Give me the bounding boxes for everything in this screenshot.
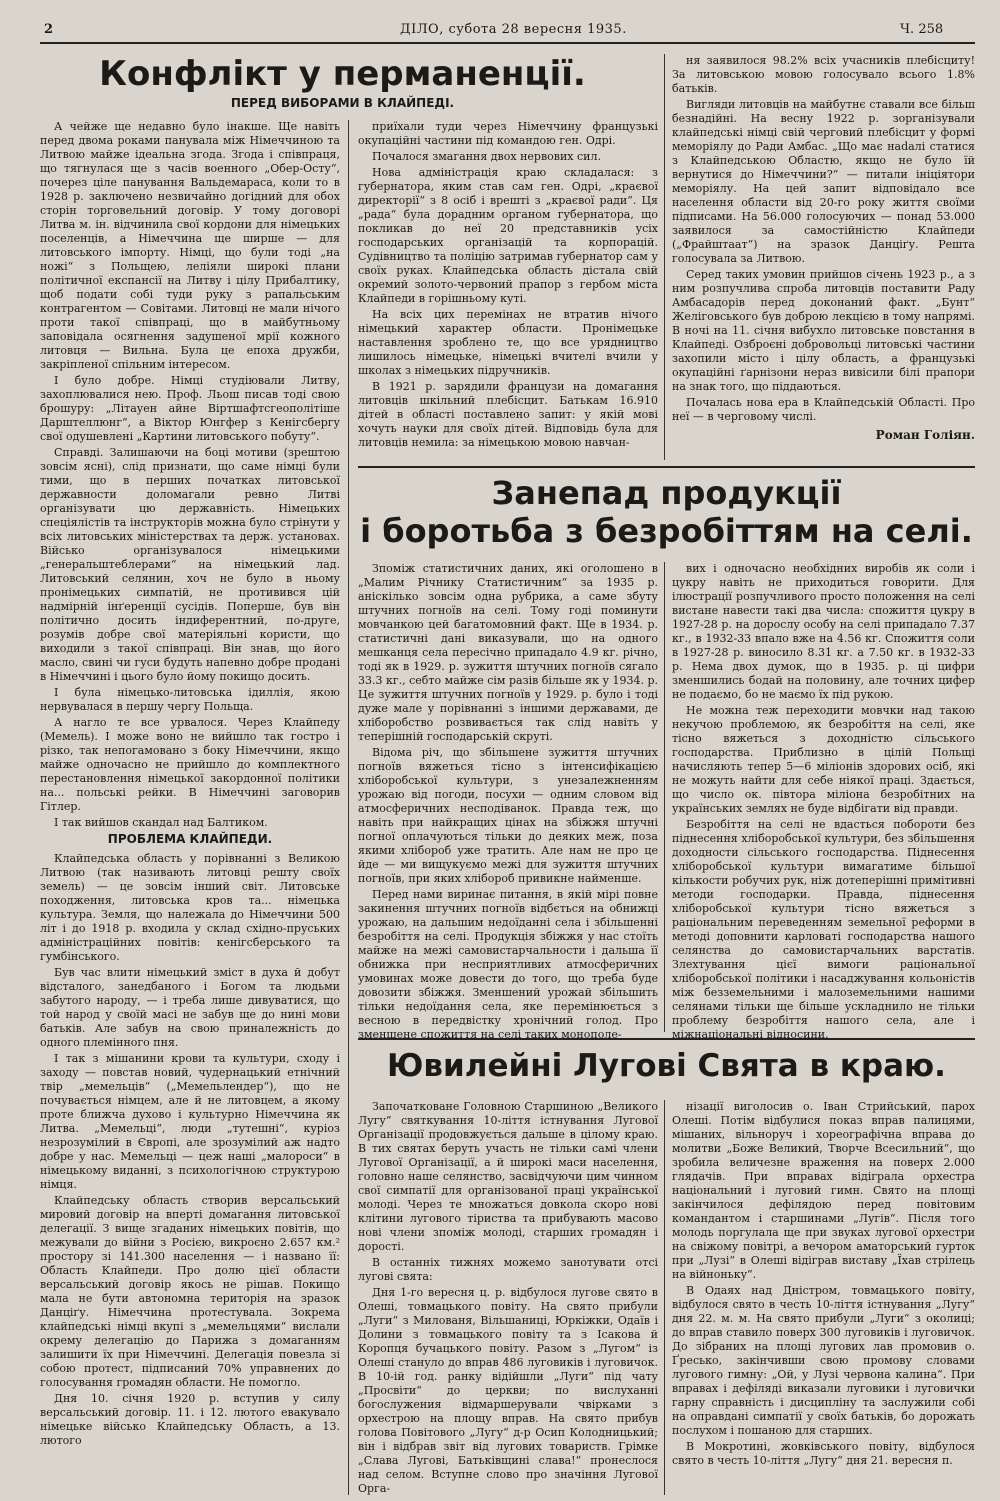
paragraph: А чейже ще недавно було інакше. Ще навіть перед двома роками панувала між Німеччиною та Литвою майже ідеальна згода. Згода і співпраця, що тягнулася ще з часів военного „Обер-Осту“, почерез ціле панування Вальдемараса, коли то в 1928 р. заключено незвичайно догідний для обох сторін торговельний договір. У тому договорі Литва м. ін. відчинила свої кордони для німецьких поселенців, а Німеччина ще ширше — для литовського імпорту. Німці, що були тоді „на ножі“ з Польщею, леліяли широкі плани політичної експансії на Литву і цілу Прибалтику, щоб подати собі туди руку з рапальським контрагентом — Совітами. Литовці не мали нічого проти такої співпраці, що в майбутньому заповідала осягнення задушеної мрії кожного литовця — Вильна. Була це епоха дружби, закріпленої спільним інтересом. [40,120,340,371]
page-number: 2 [44,22,54,37]
paragraph: В Одаях над Дністром, товмацького повіту, відбулося свято в честь 10-ліття істнування „Лугу“ дня 22. м. м. На свято прибули „Луги“ з околиці; до вправ ставило поверх 300 луговиків і луговичок. До зібраних на площі лугових лав промовив о. Ґресько, закінчивши свою промову словами лугового гимну: „Ой, у Лузі червона калина“. При вправах і дефіляді виказали луговики і луговички гарну справність і дисципліну та заслужили собі на оправдані симпатії у своїх батьків, бо дорожать послухом і пошаною для старших. [672,1284,975,1437]
paragraph: Вигляди литовців на майбутнє ставали все більш безнадійні. На весну 1922 р. зорганізували клайпедські німці свій черговий плебісцит у формі меморіялу до Ради Амбас. „Що має наdалі статися з Клайпедською Областю, якщо не було їй вернутися до Німеччини?“ — питали ініціятори меморіялу. На цей запит відповідало все населення области від 20-го року життя своїми підписами. На 56.000 голосуючих — понад 53.000 заявилося за самостійністю Клайпеди („Фрайштаат“) на зразок Данціґу. Решта голосувала за Литвою. [672,98,975,265]
article2-title-box [358,474,975,554]
paragraph: Започатковане Головною Старшиною „Великого Лугу“ святкування 10-ліття істнування Лугової Організації продовжується дальше в цілому краю. В тих святах беруть участь не тільки самі члени Лугової Організації, а й широкі маси населення, головно наше селянство, засвідчуючи цим чинном свої симпатії для організованої праці української молоді. Через те множаться довкола скоро нові клітини лугового тіриства та прибувають масово нові члени зпоміж молоді, старших громадян і дорості. [358,1100,658,1253]
paragraph: Перед нами виринає питання, в якій мірі повне закинення штучних погноїв відбється на обнижці урожаю, на дальшим недоїданні села і збільшенні безробіття на селі. Продукція збіжжя у нас стоїть майже на межі самовистарчальности і дальша її обнижка при несприятливих атмосферичних умовинах може довести до того, що треба буде довозити збіжжя. Зменшений урожай збільшить тільки недоїдання села, яке перемінюється з весною в передвістку хронічний голод. Про зменшене спожиття на селі таких монополе- [358,888,658,1041]
article1-col1 [40,120,340,1495]
article3-title: Ювилейні Лугові Свята в краю. [387,1048,946,1084]
paragraph: І була німецько-литовська ідиллія, якою нервувалася в першу чергу Польща. [40,686,340,713]
article1-section-heading: ПРОБЛЕМА КЛАЙПЕДИ. [107,832,273,846]
paragraph: Клайпедська область у порівнанні з Великою Литвою (так називають литовці решту своїх земель) — це зовсім інший світ. Литовське походження, литовська кров та... німецька культура. Земля, що належала до Німеччини 500 літ і до 1918 р. входила у склад східно-пруських адміністраційних повітів: кенігсберського та гумбінського. [40,852,340,963]
paragraph: Почалося змагання двох нервових сил. [372,150,601,163]
paragraph: Справді. Залишаючи на боці мотиви (зрештою зовсім ясні), слід признати, що саме німці були тими, що в перших початках литовської державности доломагали ревно Литві організувати цю державність. Німецьких спеціялістів та інструкторів можна було стрінути у всіх литовських міністерствах та держ. установах. Військо організувалося німецькими „генеральштеблерами“ на німецький лад. Литовський селянин, хоч не було в ньому пронімецьких симпатій, не противився цій надмірній інґеренції сусідів. Поперше, був він політично досить індиферентний, по-друге, розумів добре свої матеріяльні користи, що виходили з такої співпраці. Він знав, що його масло, свині чи гуси будуть напевно добре продані в Німеччині і цього було йому покищо досить. [40,446,340,683]
paragraph: Нова адміністрація краю складалася: з губернатора, яким став сам ген. Одрі, „краєвої директорії“ з 8 осіб і врешті з „краєвої ради“. Ця „рада“ була дорадним органом губернатора, що покликав до неї 20 представників усіх господарських організацій та корпорацій. Судівництво та поліцію затримав губернатор сам у своїх руках. Клайпедська область дістала свій окремий золото-червоний прапор з гербом міста Клайпеди в горішньому куті. [358,166,658,305]
section-rule [358,1038,975,1040]
issue-number: Ч. 258 [900,22,944,37]
article3-title-box [358,1044,975,1094]
paragraph: Клайпедську область створив версальський мировий договір на вперті домагання литовської делегації. З вище згаданих німецьких повітів, що межували до війни з Росією, викроєно 2.657 км.² простору зі 141.300 населення — і названо її: Область Клайпеди. Про долю цієї области версальський договір якось не рішав. Покищо мала не бути автономна територія на зразок Данціґу. Німеччина протестувала. Зокрема клайпедські німці вкупі з „мемельцями“ вислали окрему делегацію до Парижа з домаганням залишити їх при Німеччині. Делегація повезла зі собою протест, підписаний 70% управнених до голосування громадян области. Не помогло. [40,1194,340,1389]
masthead-date: ДІЛО, субота 28 вересня 1935. [400,22,627,37]
article1-signature: Роман Голіян. [875,428,975,442]
paragraph: Почалась нова ера в Клайпедській Області. Про неї — в черговому числі. [672,396,975,423]
article1-col3 [672,54,975,460]
article1-title: Конфлікт у перманенції. [99,54,586,94]
paragraph: І було добре. Німці студіювали Литву, захоплювалися нею. Проф. Льош писав тоді свою брошуру: „Літауен айне Віртшафтсгеополітіше Дарштеллюнг“, а Віктор Юнгфер з Кенігсбергу свої одушевлені „Картини литовського побуту“. [40,374,340,443]
paragraph: Не можна теж переходити мовчки над такою некучою проблемою, як безробіття на селі, яке тісно вяжеться з доходністю сільського господарства. Приблизно в цілій Польщі начисляють тепер 5—6 міліонів здорових осіб, які не можуть найти для себе ніякої праці. Здається, що число ок. півтора міліона безробітних на українських землях не буде відбігати від правди. [672,704,975,815]
paragraph: В останніх тижнях можемо занотувати отсі лугові свята: [358,1256,658,1283]
paragraph: приїхали туди через Німеччину французькі окупаційні частини під командою ген. Одрі. [358,120,658,147]
header-rule [40,42,975,44]
column-divider [348,120,349,1495]
paragraph: Безробіття на селі не вдасться побороти без піднесення хліборобської культури, без збільшення доходности сільського господарства. Піднесення хліборобської культури вимагатиме більшої кількости робучих рук, ніж дотеперішні примітивні методи господарки. Правда, піднесення хліборобської культури тісно вяжеться з раціональним переведенням земельної реформи в методі доповнити карловаті господарства нашого селянства до самовистарчальних варстатів. Злехтування цієї вимоги раціональної хліборобської політики і насаджування кольоністів між безземельними і малоземельними нашими селянами тільки ще більше ускладнило не тільки проблему безробіття нашого села, але і міжнаціональні відносини. [672,818,975,1041]
article2-col2 [672,562,975,1041]
paragraph: В 1921 р. зарядили французи на домагання литовців шкільний плебісцит. Батькам 16.910 дітей в області поставлено запит: у якій мові хочуть науки для своїх дітей. Відповідь була для литовців немила: за німецькою мовою навчан- [358,380,658,449]
paragraph: В Мокротині, жовківського повіту, відбулося свято в честь 10-ліття „Лугу“ дня 21. вересня п. [672,1440,975,1467]
article2-title-line2: і боротьба з безробіттям на селі. [360,512,973,550]
article3-col1 [358,1100,658,1495]
paragraph: І так з мішанини крови та культури, сходу і заходу — повстав новий, чудернацький етнічний твір „мемельців“ („Мемельлендер“), що не почувається німцем, але й не литовцем, а якому проте ближча духово і культурно Німеччина як Литва. „Мемельці“, люди „тутешні“, куріоз незрозумілий в Європі, але зрозумілий аж надто добре у нас. Мемельці — цеж наші „малороси“ в німецькому виданні, з психологічною структурою німця. [40,1052,340,1191]
paragraph: Дня 1-го вересня ц. р. відбулося лугове свято в Олеші, товмацького повіту. На свято прибули „Луги“ з Милованя, Вільшаниці, Юркіжки, Одаїв і Долини з товмацького повіту та з Ісакова й Коропця бучацького повіту. Разом з „Лугом“ із Олеші стануло до вправ 486 луговиків і луговичок. В 10-ій год. ранку відійшли „Луги“ під чату „Просвіти“ до церкви; по вислуханні богослужения відмаршерували чвірками з орхестрою на площу вправ. На свято прибув голова Повітового „Лугу“ д-р Осип Колодницький; він і відбрав звіт від лугових товариств. Грімке „Слава Луговi, Батьківщині слава!“ пронеслося над селом. Вступне слово про значіння Лугової Орга- [358,1286,658,1495]
paragraph: Серед таких умовин прийшов січень 1923 р., а з ним розпучлива спроба литовців поставити Раду Амбасадорів перед доконаний факт. „Бунт“ Желіговського був доброю лекцією в тому напрямі. В ночі на 11. січня вибухло литовське повстання в Клайпеді. Озброєні добровольці литовські частини захопили місто і цілу область, а французькі окупаційні ґарнізони нераз вивісили білі прапори на знак того, що піддаються. [672,268,975,393]
article2-col1 [358,562,658,1041]
article1-subtitle: ПЕРЕД ВИБОРАМИ В КЛАЙПЕДІ. [230,96,455,110]
section-rule [358,466,975,468]
paragraph: вих і одночасно необхідних виробів як соли і цукру навіть не приходиться говорити. Для ілюстрації розпучливого просто положення на селі вистане навести такі два числа: спожиття цукру в 1927-28 р. на дорослу особу на селі припадало 7.37 кг., в 1932-33 впало вже на 4.56 кг. Спожиття соли в 1927-28 р. виносило 8.31 кг. а 7.50 кг. в 1932-33 р. Нема двох думок, що в 1935. р. ці цифри зменшились бодай на половину, але точних цифер не подаємо, бо не маємо їх під рукою. [672,562,975,701]
article3-col2 [672,1100,975,1495]
column-divider [664,562,665,1032]
paragraph: А нагло те все урвалося. Через Клайпеду (Мемель). І може воно не вийшло так гостро і різко, так непогамовано з боку Німеччини, якщо майже одночасно не прийшло до комплектного перестановлення німецької закордонної політики на... польські рейки. В Німеччині заговорив Гітлер. [40,716,340,813]
article1-title-box [40,54,645,110]
page-header [0,20,1000,42]
article2-title-line1: Занепад продукції [491,474,842,512]
column-divider [664,1100,665,1495]
paragraph: І так вийшов скандал над Балтиком. [54,816,268,829]
column-divider [664,54,665,460]
article1-col2 [358,120,658,460]
paragraph: Був час влити німецький зміст в духа й добут відсталого, занедбаного і Богом та людьми забутого народу, — і треба лише дивуватися, що той народ у своїй масі не забув ще до нині мови батьків. Але забув на свою приналежність до одного племінного пня. [40,966,340,1049]
paragraph: На всіх цих перемінах не втратив нічого німецький характер области. Пронімецьке наставлення зроблено те, що все урядництво лишилось німецьке, німецькі вчителі вчили у школах з німецьких підручників. [358,308,658,377]
paragraph: ня заявилося 98.2% всіх учасників плебісциту! За литовською мовою голосувало всього 1.8% батьків. [672,54,975,95]
paragraph: Дня 10. січня 1920 р. вступив у силу версальський договір. 11. і 12. лютого евакувало німецьке військо Клайпедську Область, а 13. лютого [40,1392,340,1447]
paragraph: нізації виголосив о. Іван Стрийський, парох Олеші. Потім відбулися показ вправ палицями, мішаних, вільноруч і хореографічна вправа до молитви „Боже Великий, Творче Всесильний“, що зробила величезне враження на поверх 2.000 глядачів. При вправах відіграла орхестра національний і луговий гимн. Свято на площі закінчилося дефілядою перед повітовим командантом і старшинами „Лугів“. Після того молодь поргулала ще при звуках лугової орхестри на свіжому повітрі, а вечором аматорський гурток при „Лузі“ в Олеші відіграв виставу „Їхав стрілець на війноньку“. [672,1100,975,1281]
paragraph: Зпоміж статистичних даних, які оголошено в „Малим Річнику Статистичним“ за 1935 р. аніскілько зовсім одна рубрика, а саме збуту штучних погноїв на селі. Тому годі поминути мовчанкою цей багатомовний факт. Ще в 1934. р. статистичні дані виказували, що на одного мешканця села пересічно припадало 4.9 кг. річно, тоді як в 1929. р. зужиття штучних погноїв сягало 33.3 кг., себто майже сім разів більше як у 1934. р. Це зужиття штучних погноїв у 1929. р. було і тоді дуже мале у порівнанні з іншими державами, де хліборобство розвивається так слід навіть у теперішній господарській скруті. [358,562,658,743]
paragraph: Відома річ, що збільшене зужиття штучних погноїв вяжеться тісно з інтенсифікацією хліборобської культури, з унезалежненням урожаю від погоди, посухи — одним словом від атмосферичних несподіванок. Правда теж, що навіть при найкращих цінах на збіжжя штучні погної оплачуються тільки до деяких меж, поза якими хлібороб уже тратить. Але нам не про це йде — ми вищукуємо межі для зужиття штучних погноїв, при яких хлібороб привикне найменше. [358,746,658,885]
